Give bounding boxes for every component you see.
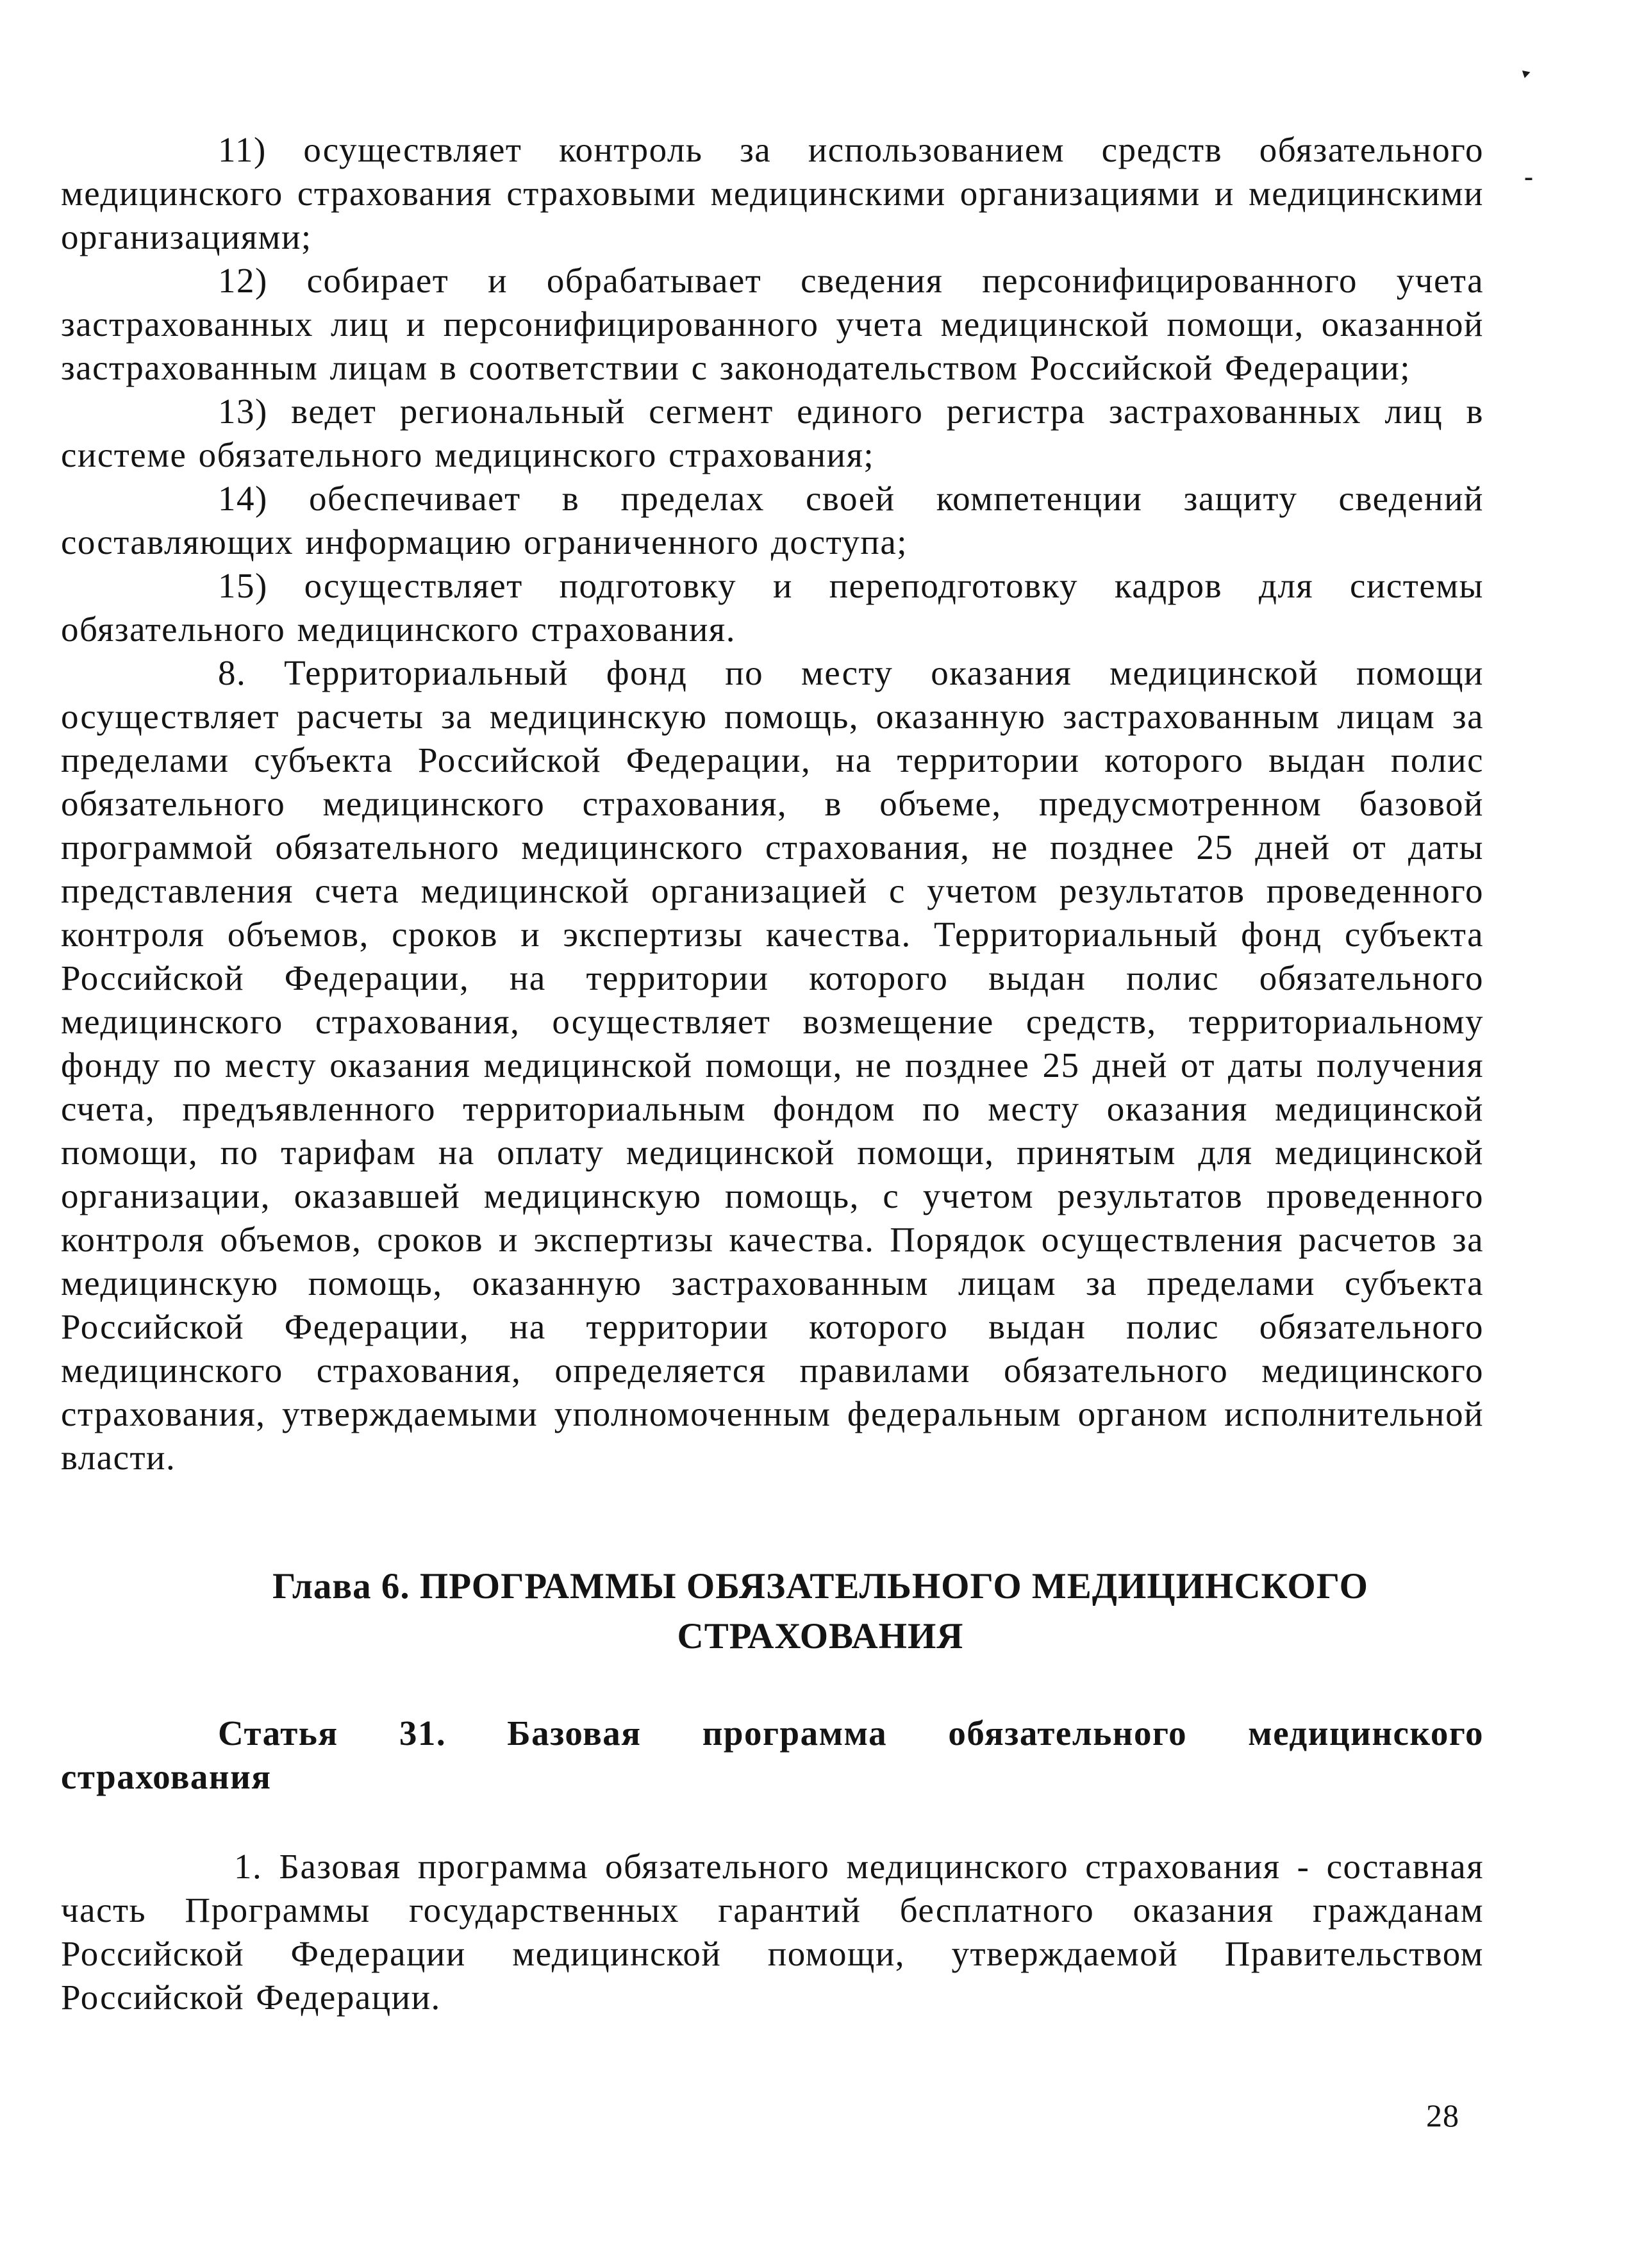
scan-artifact-dash: - xyxy=(1524,162,1533,192)
article-paragraph-1: 1. Базовая программа обязательного медицинского страхования - составная часть Программы государственных гарантий бесплатного оказания гражданам Российской Федерации медицинской помощи, утверждаемой Правительством Российской Федерации. xyxy=(61,1847,1484,2017)
text-block xyxy=(61,128,1484,2019)
article-heading-line1: Статья 31. Базовая программа обязательного медицинского xyxy=(218,1714,1484,1753)
chapter-heading-line2: СТРАХОВАНИЯ xyxy=(677,1616,964,1656)
article-heading xyxy=(61,1712,1484,1799)
chapter-heading xyxy=(61,1562,1484,1662)
list-item-14: 14) обеспечивает в пределах своей компетенции защиту сведений составляющих информацию ограниченного доступа; xyxy=(61,479,1484,562)
clause-8-paragraph: 8. Территориальный фонд по месту оказания медицинской помощи осуществляет расчеты за медицинскую помощь, оказанную застрахованным лицам за пределами субъекта Российской Федерации, на территории которого выдан полис обязательного медицинского страхования, в объеме, предусмотренном базовой программой обязательного медицинского страхования, не позднее 25 дней от даты представления счета медицинской организацией с учетом результатов проведенного контроля объемов, сроков и экспертизы качества. Территориальный фонд субъекта Российской Федерации, на территории которого выдан полис обязательного медицинского страхования, осуществляет возмещение средств, территориальному фонду по месту оказания медицинской помощи, не позднее 25 дней от даты получения счета, предъявленного территориальным фондом по месту оказания медицинской помощи, по тарифам на оплату медицинской помощи, принятым для медицинской организации, оказавшей медицинскую помощь, с учетом результатов проведенного контроля объемов, сроков и экспертизы качества. Порядок осуществления расчетов за медицинскую помощь, оказанную застрахованным лицам за пределами субъекта Российской Федерации, на территории которого выдан полис обязательного медицинского страхования, определяется правилами обязательного медицинского страхования, утверждаемыми уполномоченным федеральным органом исполнительной власти. xyxy=(61,653,1484,1477)
list-item-12: 12) собирает и обрабатывает сведения персонифицированного учета застрахованных лиц и персонифицированного учета медицинской помощи, оказанной застрахованным лицам в соответствии с законодательством Российской Федерации; xyxy=(61,261,1484,387)
scan-artifact-mark: ‣ xyxy=(1516,61,1537,88)
list-item-11: 11) осуществляет контроль за использованием средств обязательного медицинского страхования страховыми медицинскими организациями и медицинскими организациями; xyxy=(61,130,1484,256)
chapter-heading-line1: Глава 6. ПРОГРАММЫ ОБЯЗАТЕЛЬНОГО МЕДИЦИНСКОГО xyxy=(272,1566,1368,1606)
page-number: 28 xyxy=(1426,2097,1459,2133)
list-item-13: 13) ведет региональный сегмент единого регистра застрахованных лиц в системе обязательного медицинского страхования; xyxy=(61,392,1484,474)
list-item-15: 15) осуществляет подготовку и переподготовку кадров для системы обязательного медицинского страхования. xyxy=(61,566,1484,649)
article-heading-line2: страхования xyxy=(61,1757,272,1796)
